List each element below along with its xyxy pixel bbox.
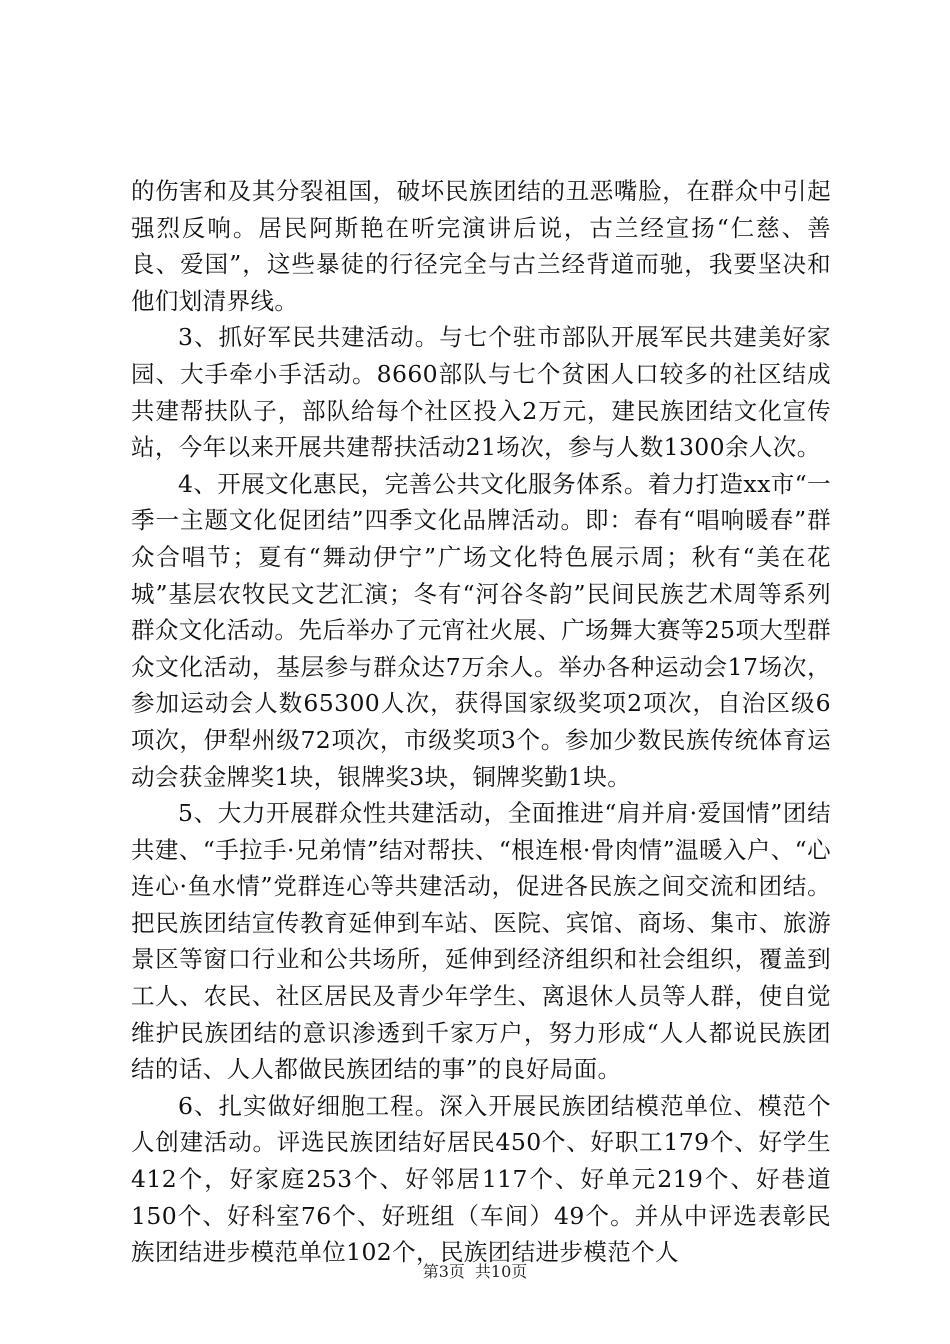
- paragraph-1: 的伤害和及其分裂祖国，破坏民族团结的丑恶嘴脸，在群众中引起强烈反响。居民阿斯艳在听完演讲后说，古兰经宣扬“仁慈、善良、爱国”，这些暴徒的行径完全与古兰经背道而驰，我要坚决和他们划清界线。: [131, 177, 831, 315]
- document-body: [131, 173, 831, 1271]
- paragraph-3: 4、开展文化惠民，完善公共文化服务体系。着力打造xx市“一季一主题文化促团结”四季文化品牌活动。即：春有“唱响暖春”群众合唱节；夏有“舞动伊宁”广场文化特色展示周；秋有“美在花城”基层农牧民文艺汇演；冬有“河谷冬韵”民间民族艺术周等系列群众文化活动。先后举办了元宵社火展、广场舞大赛等25项大型群众文化活动，基层参与群众达7万余人。举办各种运动会17场次，参加运动会人数65300人次，获得国家级奖项2项次，自治区级6项次，伊犁州级72项次，市级奖项3个。参加少数民族传统体育运动会获金牌奖1块，银牌奖3块，铜牌奖勤1块。: [131, 469, 831, 791]
- page-total: 共10页: [474, 1262, 528, 1281]
- page-number: 第3页: [422, 1262, 465, 1281]
- paragraph-5: 6、扎实做好细胞工程。深入开展民族团结模范单位、模范个人创建活动。评选民族团结好居民450个、好职工179个、好学生412个，好家庭253个、好邻居117个、好单元219个、好巷道150个、好科室76个、好班组（车间）49个。并从中评选表彰民族团结进步模范单位102个，民族团结进步模范个人: [131, 1091, 831, 1267]
- page-footer: [0, 1262, 950, 1282]
- paragraph-2: 3、抓好军民共建活动。与七个驻市部队开展军民共建美好家园、大手牵小手活动。8660部队与七个贫困人口较多的社区结成共建帮扶队子，部队给每个社区投入2万元，建民族团结文化宣传站，今年以来开展共建帮扶活动21场次，参与人数1300余人次。: [131, 323, 831, 462]
- paragraph-4: 5、大力开展群众性共建活动，全面推进“肩并肩·爱国情”团结共建、“手拉手·兄弟情”结对帮扶、“根连根·骨肉情”温暖入户、“心连心·鱼水情”党群连心等共建活动，促进各民族之间交流和团结。把民族团结宣传教育延伸到车站、医院、宾馆、商场、集市、旅游景区等窗口行业和公共场所，延伸到经济组织和社会组织，覆盖到工人、农民、社区居民及青少年学生、离退休人员等人群，使自觉维护民族团结的意识渗透到千家万户，努力形成“人人都说民族团结的话、人人都做民族团结的事”的良好局面。: [131, 799, 831, 1084]
